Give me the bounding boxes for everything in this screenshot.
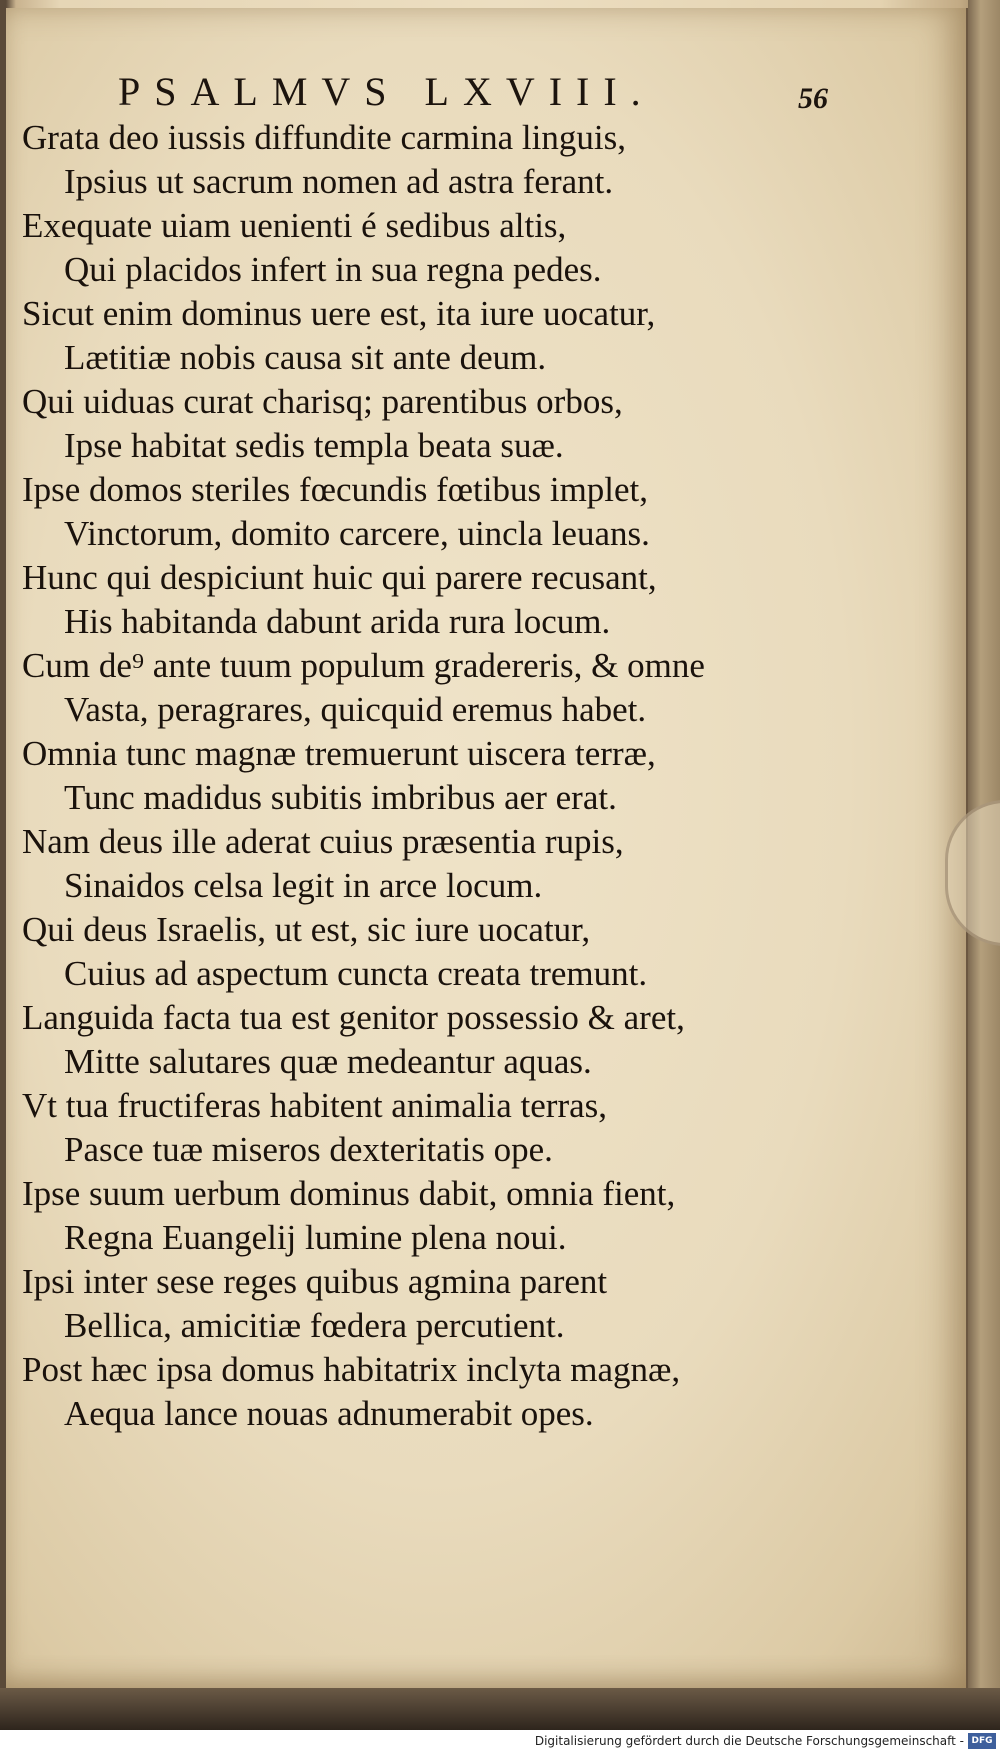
verse-line: Sicut enim dominus uere est, ita iure uocatur, [22,294,656,333]
verse-line: His habitanda dabunt arida rura locum. [64,602,611,641]
verse-line: Ipse suum uerbum dominus dabit, omnia fient, [22,1174,676,1213]
verse-line: Ipse habitat sedis templa beata suæ. [64,426,564,465]
verse-line: Exequate uiam uenienti é sedibus altis, [22,206,567,245]
verse-line: Hunc qui despiciunt huic qui parere recusant, [22,558,657,597]
verse-line: Pasce tuæ miseros dexteritatis ope. [64,1130,553,1169]
verse-line: Languida facta tua est genitor possessio & aret, [22,998,685,1037]
verse-line: Ipsius ut sacrum nomen ad astra ferant. [64,162,614,201]
verse-line: Grata deo iussis diffundite carmina linguis, [22,118,626,157]
verse-line: Ipsi inter sese reges quibus agmina parent [22,1262,608,1301]
verse-line: Mitte salutares quæ medeantur aquas. [64,1042,592,1081]
verse-line: Bellica, amicitiæ fœdera percutient. [64,1306,565,1345]
verse-line: Tunc madidus subitis imbribus aer erat. [64,778,617,817]
verse-line: Cuius ad aspectum cuncta creata tremunt. [64,954,648,993]
verse-line: Omnia tunc magnæ tremuerunt uiscera terræ, [22,734,656,773]
verse-line: Vasta, peragrares, quicquid eremus habet. [64,690,647,729]
book-bottom-edge [0,1688,1000,1730]
verse-line: Regna Euangelij lumine plena noui. [64,1218,567,1257]
folio-number: 56 [798,82,828,115]
verse-block [22,116,942,1436]
digitization-credit: Digitalisierung gefördert durch die Deutsche Forschungsgemeinschaft - [534,1734,964,1748]
running-header: PSALMVS LXVIII. [118,69,655,114]
verse-line: Cum de⁹ ante tuum populum gradereris, & omne [22,646,705,685]
verse-line: Aequa lance nouas adnumerabit opes. [64,1394,594,1433]
verse-line: Nam deus ille aderat cuius præsentia rupis, [22,822,624,861]
verse-line: Ipse domos steriles fœcundis fœtibus implet, [22,470,649,509]
verse-line: Post hæc ipsa domus habitatrix inclyta magnæ, [22,1350,681,1389]
verse-line: Sinaidos celsa legit in arce locum. [64,866,543,905]
verse-line: Vt tua fructiferas habitent animalia terras, [22,1086,608,1125]
verse-line: Vinctorum, domito carcere, uincla leuans. [64,514,650,553]
verse-line: Qui uiduas curat charisq; parentibus orbos, [22,382,623,421]
verse-line: Lætitiæ nobis causa sit ante deum. [64,338,547,377]
verse-line: Qui deus Israelis, ut est, sic iure uocatur, [22,910,591,949]
dfg-logo: DFG [968,1733,996,1749]
verse-line: Qui placidos infert in sua regna pedes. [64,250,602,289]
